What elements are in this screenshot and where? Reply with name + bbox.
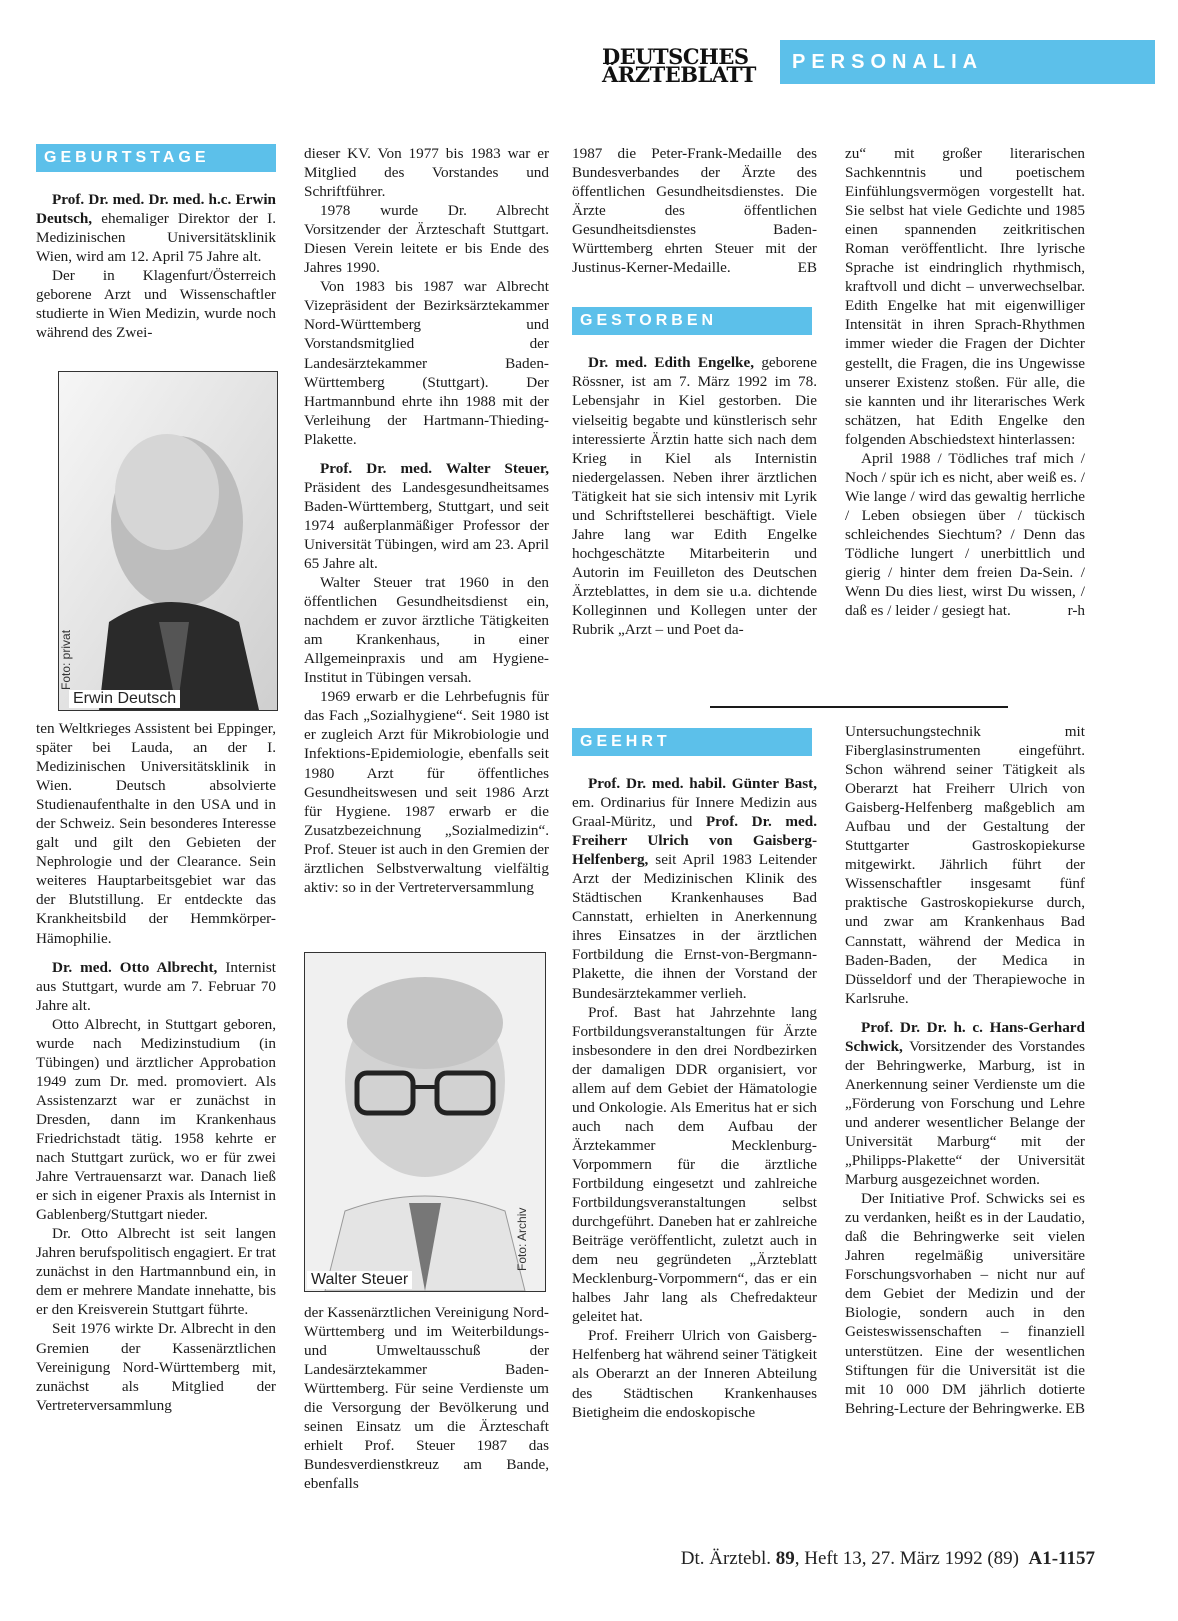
paragraph: Otto Albrecht, in Stuttgart geboren, wurde nach Medizinstudium (in Tübingen) und ärztlicher Approbation 1949 zum Dr. med. promoviert. Als Assistenzarzt war er zunächst in Dresden, dann im Krankenhaus Friedrichstadt tätig. 1958 kehrte er nach Stuttgart zurück, wo er für zwei Jahre Vertrauensarzt war. Danach ließ er sich in eigener Praxis als Internist in Gablenberg/Stuttgart nieder. (36, 1015, 276, 1224)
paragraph: Prof. Dr. med. Walter Steuer, Präsident des Landesgesundheitsames Baden-Württemberg, Stuttgart, und seit 1974 außerplanmäßiger Professor der Universität Tübingen, wird am 23. April 65 Jahre alt. (304, 459, 549, 572)
person-name: Prof. Dr. med. Dr. med. h.c. Erwin Deutsch, (36, 191, 276, 228)
column-4-lower (845, 722, 1085, 1418)
photo-walter-steuer (304, 952, 546, 1292)
column-2 (304, 144, 549, 897)
heading-geehrt: GEEHRT (572, 728, 812, 756)
paragraph: Walter Steuer trat 1960 in den öffentlichen Gesundheitsdienst ein, nachdem er zuvor ärztliche Tätigkeiten am Krankenhaus, in einer Allgemeinpraxis und am Hygiene-Institut in Tübingen versah. (304, 574, 549, 687)
paragraph: 1978 wurde Dr. Albrecht Vorsitzender der Ärzteschaft Stuttgart. Diesen Verein leitete er bis Ende des Jahres 1990. (304, 202, 549, 277)
paragraph: der Kassenärztlichen Vereinigung Nord-Württemberg und im Weiterbildungs- und Umweltausschuß der Landesärztekammer Baden-Württemberg. Für seine Verdienste um die Versorgung der Bevölkerung und seinen Einsatz um die Ärzteschaft erhielt Prof. Steuer 1987 das Bundesverdienstkreuz am Bande, ebenfalls (304, 1304, 549, 1493)
paragraph: ten Weltkrieges Assistent bei Eppinger, später bei Lauda, an der I. Medizinischen Universitätsklinik in Wien. Deutsch absolvierte Studienaufenthalte in den USA und in der Schweiz. Sein besonderes Interesse galt und gilt den Gebieten der Nephrologie und der Clearance. Sein weiteres Hauptarbeitsgebiet war das der Blutstillung. Er entdeckte das Krankheitsbild der Hemmkörper-Hämophilie. (36, 720, 276, 947)
person-name: Prof. Dr. Dr. h. c. Hans-Gerhard Schwick, (845, 1018, 1085, 1055)
paragraph: Prof. Dr. med. habil. Günter Bast, em. Ordinarius für Innere Medizin aus Graal-Müritz, und Prof. Dr. med. Freiherr Ulrich von Gaisberg-Helfenberg, seit April 1983 Leitender Arzt der Medizinischen Klinik des Städtischen Krankenhauses Bad Cannstatt, erhielten in Anerkennung ihres Einsatzes in der ärztlichen Fortbildung die Ernst-von-Bergmann-Plakette, die ihnen der Vorstand der Bundesärztekammer verlieh. (572, 775, 817, 1002)
column-3 (572, 144, 817, 639)
paragraph: Prof. Freiherr Ulrich von Gaisberg-Helfenberg hat während seiner Tätigkeit als Oberarzt an der Inneren Abteilung des Städtischen Krankenhauses Bietigheim die endoskopische (572, 1327, 817, 1421)
paragraph: April 1988 / Tödliches traf mich / Noch / spür ich es nicht, aber weiß es. / Wie lange / wird das gewaltig herrliche / Leben obsiegen über / tückisch schleichendes Siechtum? / Denn das Tödliche lungert / unerbittlich und gierig / hinter dem freien Da-Sein. / Wenn Du dies liest, wirst Du wissen, / daß es / leider / gesiegt hat. (845, 449, 1085, 620)
paragraph: Der Initiative Prof. Schwicks sei es zu verdanken, heißt es in der Laudatio, daß die Behringwerke seit vielen Jahren regelmäßig universitäre Forschungsvorhaben – nicht nur auf dem Gebiet der Medizin und der Biologie, sondern auch in den Geisteswissenschaften – finanziell unterstützen. Eine der wesentlichen Stiftungen für die Universität ist die mit 10 000 DM jährlich dotierte Behring-Lecture der Behringwerke. (845, 1190, 1085, 1417)
portrait-image (305, 953, 545, 1291)
person-name: Prof. Dr. med. Walter Steuer, (320, 459, 549, 477)
author-sign: EB (1065, 1399, 1085, 1417)
section-banner: PERSONALIA (780, 40, 1155, 84)
paragraph: Prof. Bast hat Jahrzehnte lang Fortbildungsveranstaltungen für Ärzte insbesondere in den drei Nordbezirken der damaligen DDR organisiert, vor allem auf dem Gebiet der Hämatologie und Onkologie. Als Emeritus hat er sich auch nach dem Aufbau der Ärztekammer Mecklenburg-Vorpommern für die ärztliche Fortbildung eingesetzt und zahlreiche Fortbildungsveranstaltungen selbst durchgeführt. Daneben hat er zahlreiche Beiträge veröffentlicht, zuletzt auch in dem neu gegründeten „Ärzteblatt Mecklenburg-Vorpommern“, das er ein halbes Jahr lang als Chefredakteur geleitet hat. (572, 1003, 817, 1326)
paragraph: Der in Klagenfurt/Österreich geborene Arzt und Wissenschaftler studierte in Wien Medizin, wurde noch während des Zwei- (36, 267, 276, 342)
paragraph: Prof. Dr. med. Dr. med. h.c. Erwin Deutsch, ehemaliger Direktor der I. Medizinischen Universitätsklinik Wien, wird am 12. April 75 Jahre alt. (36, 191, 276, 266)
paragraph: Dr. med. Edith Engelke, geborene Rössner, ist am 7. März 1992 im 78. Lebensjahr in Kiel gestorben. Die vielseitig begabte und künstlerisch sehr interessierte Ärztin hatte sich nach dem Krieg in Kiel als Internistin niedergelassen. Neben ihrer ärztlichen Tätigkeit hat sie sich intensiv mit Lyrik und Schriftstellerei beschäftigt. Viele Jahre lang war Edith Engelke hochgeschätzte Mitarbeiterin und Autorin im Feuilleton des Deutschen Ärzteblattes, in dem sie u.a. dichtende Kolleginnen und Kollegen unter der Rubrik „Arzt – und Poet da- (572, 354, 817, 639)
paragraph: Von 1983 bis 1987 war Albrecht Vizepräsident der Bezirksärztekammer Nord-Württemberg und Vorstandsmitglied der Landesärztekammer Baden-Württemberg (Stuttgart). Der Hartmannbund ehrte ihn 1988 mit der Verleihung der Hartmann-Thieding-Plakette. (304, 278, 549, 448)
author-sign: r-h (1067, 602, 1085, 620)
photo-credit: Foto: Archiv (515, 1207, 529, 1271)
paragraph: Dr. Otto Albrecht ist seit langen Jahren berufspolitisch engagiert. Er trat zunächst in den Hartmannbund ein, in dem er mehrere Mandate innehatte, bis er den Kreisverein Stuttgart führte. (36, 1225, 276, 1319)
paragraph: zu“ mit großer literarischen Sachkenntnis und poetischem Einfühlungsvermögen vorgestellt hat. Sie selbst hat viele Gedichte und 1985 einen spannenden zeitkritischen Roman veröffentlicht. Ihre lyrische Sprache ist eindringlich rhythmisch, kraftvoll und dicht – unverwechselbar. Edith Engelke hat mit eigenwilliger Intensität in ihren Sprach-Rhythmen immer wieder die Fragen der Dichter gestellt, die Fragen, die ins Ungewisse unserer Existenz stoßen. Für alle, die sie kannten und ihr literarisches Werk schätzen, hat Edith Engelke den folgenden Abschiedstext hinterlassen: (845, 145, 1085, 448)
photo-caption: Walter Steuer (307, 1271, 412, 1289)
paragraph: 1987 die Peter-Frank-Medaille des Bundesverbandes der Ärzte des öffentlichen Gesundheitsdienstes. Die Ärzte des öffentlichen Gesundheitsdienstes Baden-Württemberg ehrten Steuer mit der Justinus-Kerner-Medaille. (572, 145, 817, 277)
citation-volume: 89 (775, 1548, 795, 1569)
person-name: Prof. Dr. med. habil. Günter Bast, (588, 775, 817, 792)
column-2-continued (304, 1303, 549, 1493)
column-1-continued (36, 719, 276, 1415)
photo-erwin-deutsch (58, 371, 278, 711)
author-sign: EB (797, 259, 817, 277)
column-1 (36, 144, 276, 342)
photo-credit: Foto: privat (59, 629, 73, 690)
masthead-logo (602, 44, 762, 87)
paragraph: Dr. med. Otto Albrecht, Internist aus Stuttgart, wurde am 7. Februar 70 Jahre alt. (36, 958, 276, 1014)
heading-gestorben: GESTORBEN (572, 307, 812, 335)
page-number: A1-1157 (1028, 1548, 1095, 1569)
person-name: Dr. med. Otto Albrecht, (52, 958, 218, 976)
citation-prefix: Dt. Ärztebl. (680, 1548, 776, 1569)
masthead-line-2: ÄRZTEBLATT (602, 62, 756, 87)
citation-rest: , Heft 13, 27. März 1992 (89) (794, 1548, 1019, 1569)
photo-caption: Erwin Deutsch (69, 690, 180, 708)
heading-geburtstage: GEBURTSTAGE (36, 144, 276, 172)
person-name: Dr. med. Edith Engelke, (588, 354, 755, 372)
masthead-line-1: DEUTSCHES (602, 44, 749, 69)
paragraph: dieser KV. Von 1977 bis 1983 war er Mitglied des Vorstandes und Schriftführer. (304, 145, 549, 201)
paragraph: Seit 1976 wirkte Dr. Albrecht in den Gremien der Kassenärztlichen Vereinigung Nord-Württemberg mit, zunächst als Mitglied der Vertreterversammlung (36, 1320, 276, 1414)
portrait-image (59, 372, 277, 710)
column-3-lower (572, 728, 817, 1422)
column-4 (845, 144, 1085, 620)
paragraph: Untersuchungstechnik mit Fiberglasinstrumenten eingeführt. Schon während seiner Tätigkeit als Oberarzt hat Freiherr Ulrich von Gaisberg-Helfenberg maßgeblich am Aufbau und der Gestaltung der Stuttgarter Gastroskopiekurse mitgewirkt. Jährlich führt der Wissenschaftler insgesamt fünf praktische Gastroskopiekurse durch, und zwar am Krankenhaus Bad Cannstatt, während der Medica in Baden-Baden, der Medica in Düsseldorf und der Therapiewoche in Karlsruhe. (845, 723, 1085, 1007)
paragraph: Prof. Dr. Dr. h. c. Hans-Gerhard Schwick, Vorsitzender des Vorstandes der Behringwerke, Marburg, ist in Anerkennung seiner Verdienste um die „Förderung von Forschung und Lehre und anderer wesentlicher Belange der Universität Marburg“ mit der „Philipps-Plakette“ der Universität Marburg ausgezeichnet worden. (845, 1018, 1085, 1189)
page-footer (600, 1548, 1095, 1570)
paragraph: 1969 erwarb er die Lehrbefugnis für das Fach „Sozialhygiene“. Seit 1980 ist er zugleich Arzt für Mikrobiologie und Infektions-Epidemiologie, ebenfalls seit 1980 Arzt für öffentliches Gesundheitswesen und seit 1986 Arzt für Hygiene. 1987 erwarb er die Zusatzbezeichnung „Sozialmedizin“. Prof. Steuer ist auch in den Gremien der ärztlichen Selbstverwaltung vielfältig aktiv: so in der Vertreterversammlung (304, 688, 549, 896)
divider-rule (710, 706, 1008, 708)
person-name: Prof. Dr. med. Freiherr Ulrich von Gaisberg-Helfenberg, (572, 813, 817, 869)
